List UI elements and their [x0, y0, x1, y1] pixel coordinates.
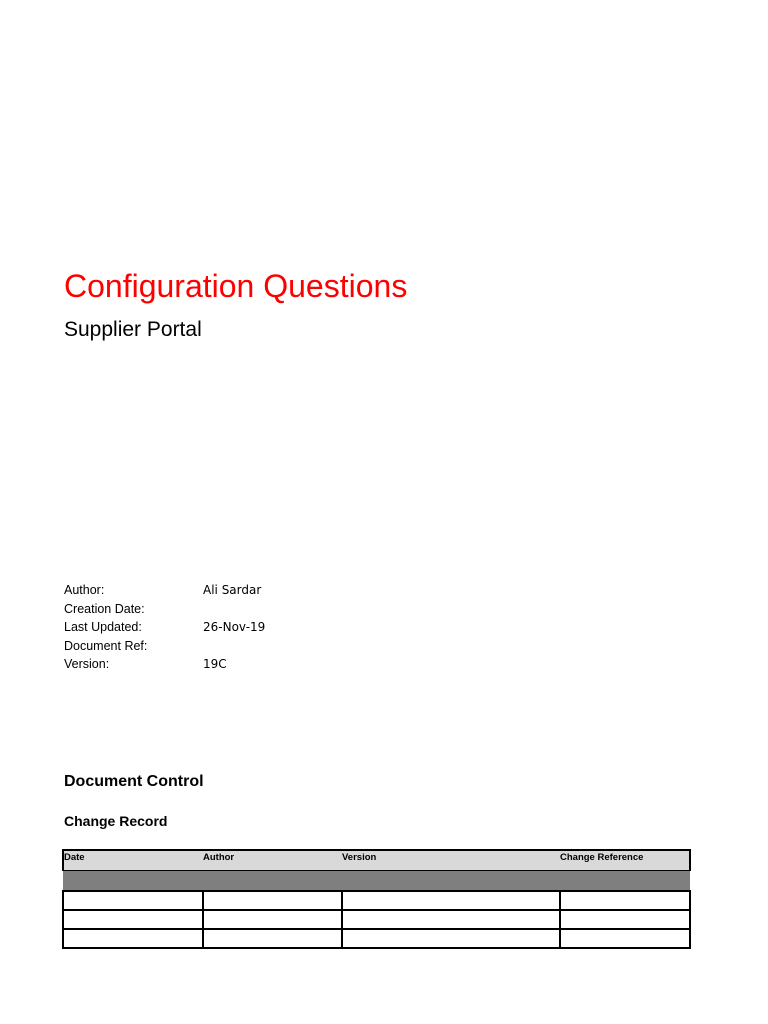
table-cell[interactable]: [342, 891, 560, 910]
metadata-label: Version:: [64, 657, 110, 671]
table-cell[interactable]: [560, 910, 690, 929]
table-cell[interactable]: [203, 891, 342, 910]
document-metadata: [64, 581, 464, 674]
table-cell[interactable]: [560, 891, 690, 910]
table-header-row: [63, 850, 690, 871]
metadata-row-last-updated: [64, 618, 464, 637]
metadata-value: 26-Nov-19: [203, 620, 266, 634]
table-cell[interactable]: [560, 929, 690, 948]
metadata-label: Document Ref:: [64, 638, 148, 653]
metadata-row-document-ref: [64, 637, 464, 656]
document-subtitle: Supplier Portal: [64, 318, 202, 341]
table-row: [63, 891, 690, 910]
change-record-table: [62, 849, 691, 949]
table-cell[interactable]: [63, 929, 203, 948]
column-header-change-reference: Change Reference: [560, 850, 690, 871]
metadata-label: Author:: [64, 583, 105, 597]
table-cell[interactable]: [342, 929, 560, 948]
metadata-label: Creation Date:: [64, 601, 145, 616]
metadata-row-author: [64, 581, 464, 600]
column-header-author: Author: [203, 850, 342, 871]
table-cell[interactable]: [342, 910, 560, 929]
column-header-date: Date: [63, 850, 203, 871]
table-row: [63, 910, 690, 929]
metadata-row-creation-date: [64, 600, 464, 619]
table-cell[interactable]: [203, 910, 342, 929]
table-cell[interactable]: [203, 929, 342, 948]
document-control-heading: Document Control: [64, 773, 204, 790]
table-cell[interactable]: [63, 910, 203, 929]
metadata-value: 19C: [203, 657, 227, 671]
metadata-row-version: [64, 655, 464, 674]
table-shaded-row: [63, 871, 690, 892]
table-cell[interactable]: [63, 891, 203, 910]
metadata-label: Last Updated:: [64, 620, 142, 634]
column-header-version: Version: [342, 850, 560, 871]
table-row: [63, 929, 690, 948]
metadata-value: Ali Sardar: [203, 583, 262, 597]
change-record-heading: Change Record: [64, 813, 168, 829]
document-title: Configuration Questions: [64, 268, 408, 304]
